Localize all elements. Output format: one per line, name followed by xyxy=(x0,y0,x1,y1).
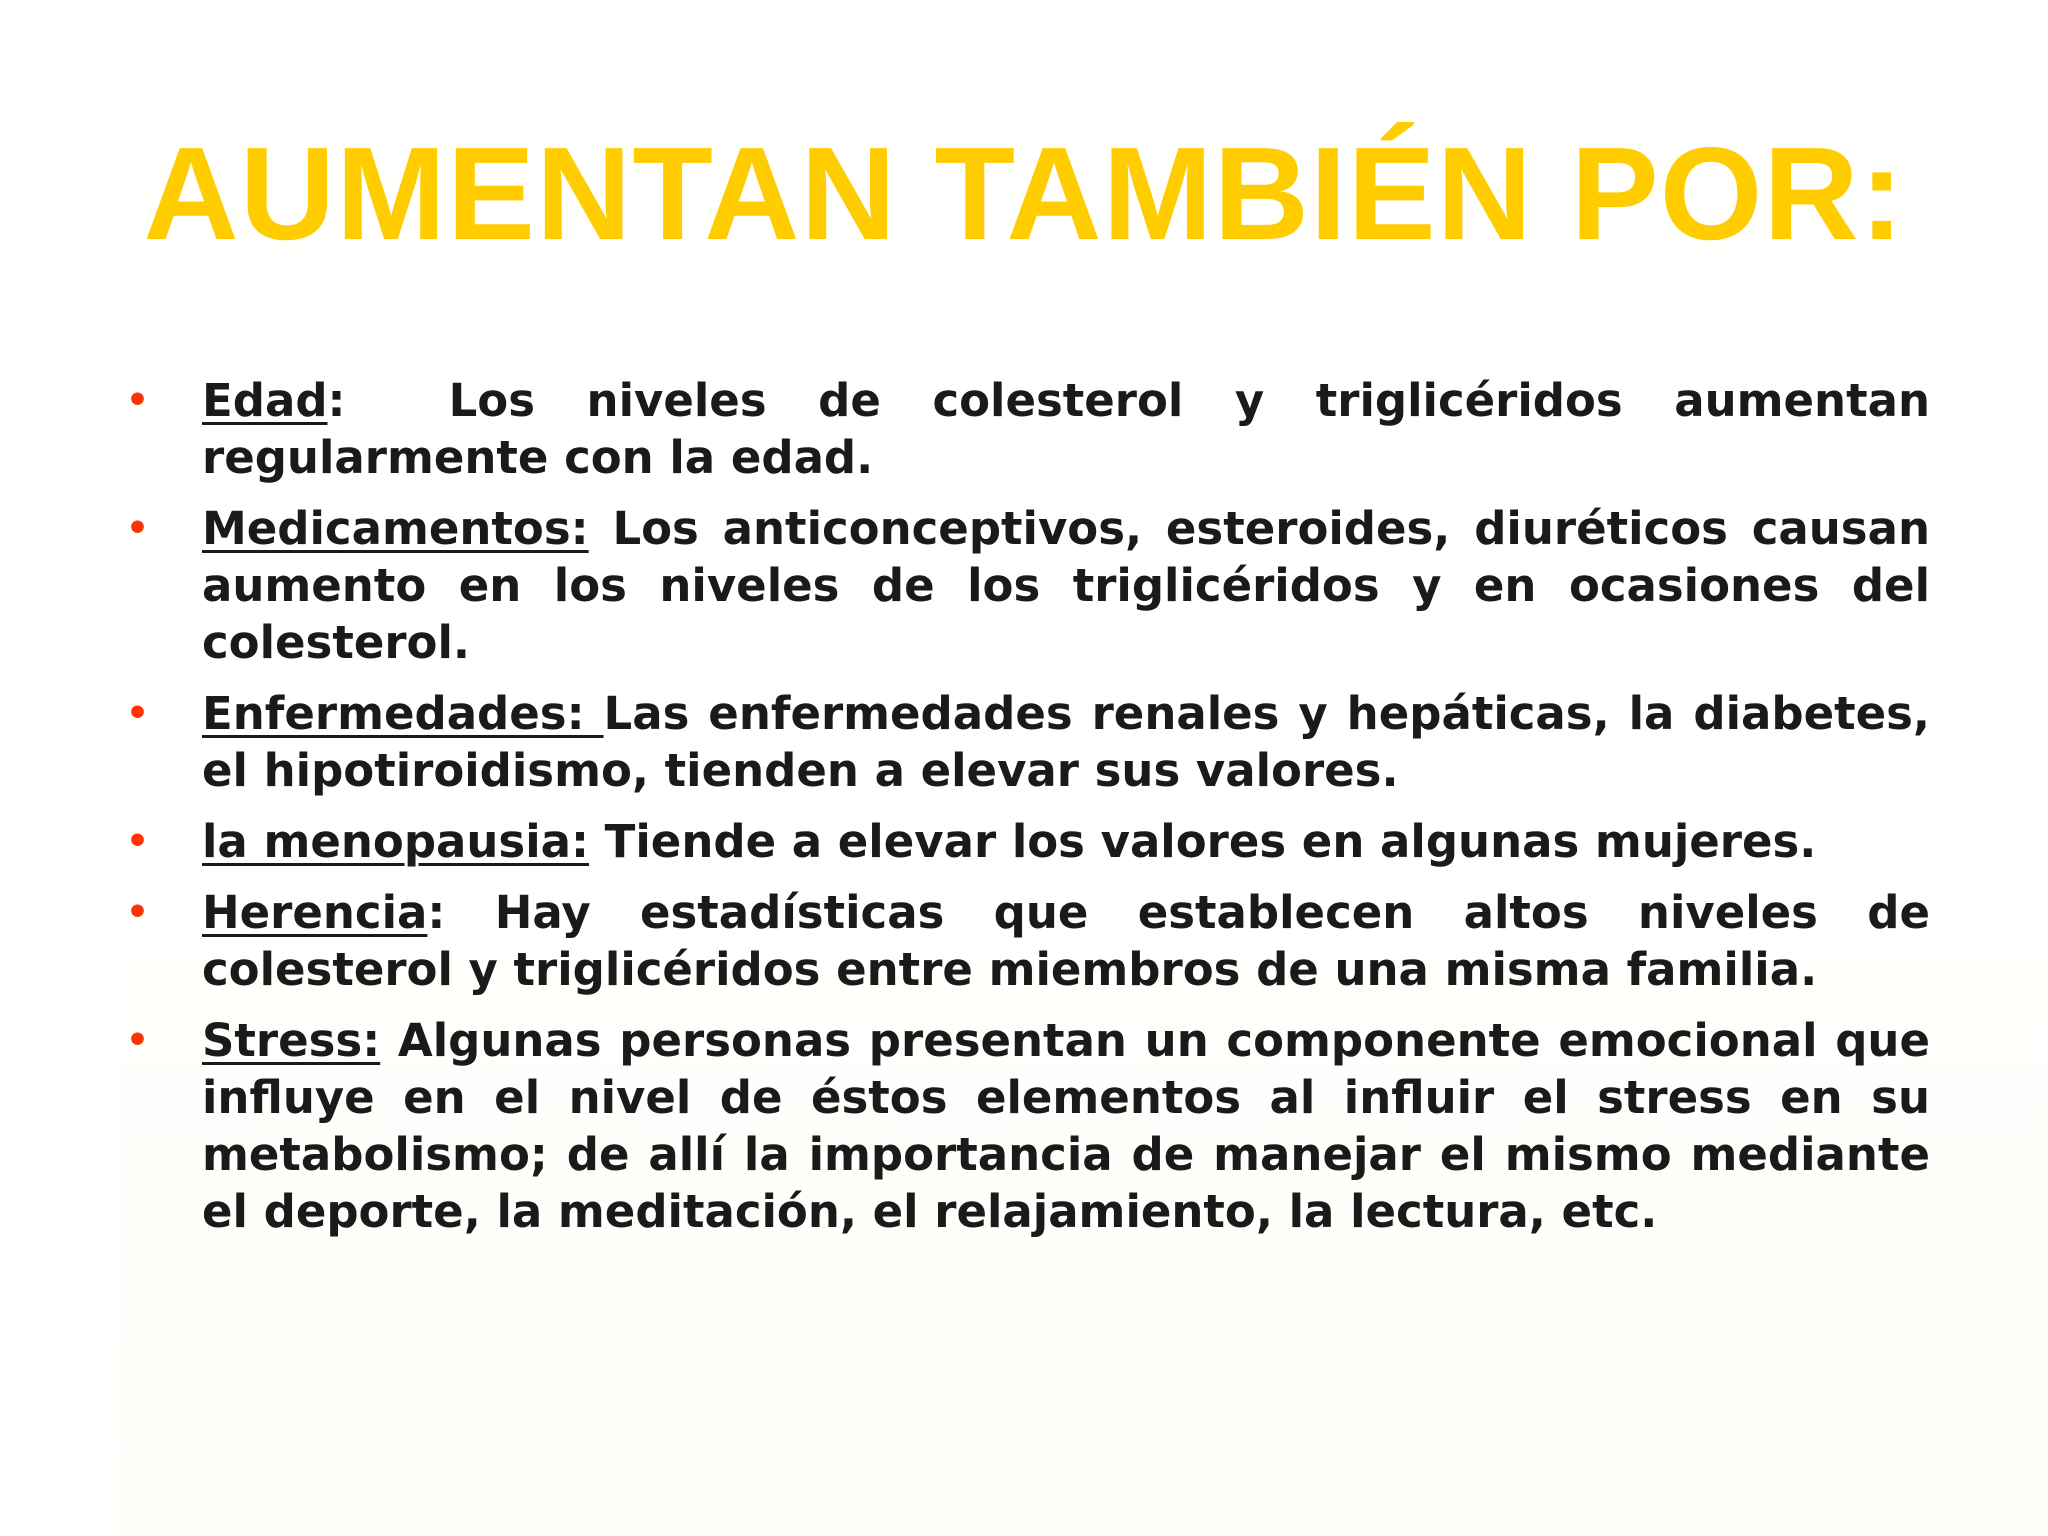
bullet-marker-icon: • xyxy=(126,821,150,862)
bullet-text: Los anticonceptivos, esteroides, diuréticos causan aumento en los niveles de los triglicéridos y en ocasiones del colesterol. xyxy=(202,502,1930,669)
bullet-enfermedades xyxy=(118,685,1930,799)
bullet-stress xyxy=(118,1012,1930,1240)
slide-title: AUMENTAN TAMBIÉN POR: xyxy=(143,120,1905,267)
bullet-edad xyxy=(118,372,1946,486)
bullet-text: Algunas personas presentan un componente emocional que influye en el nivel de éstos elementos al influir el stress en su metabolismo; de allí la importancia de manejar el mismo mediante el deporte, la meditación, el relajamiento, la lectura, etc. xyxy=(202,1014,1930,1238)
bullet-marker-icon: • xyxy=(126,380,150,421)
bullet-marker-icon: • xyxy=(126,892,150,933)
bullet-menopausia xyxy=(118,813,1930,870)
bullet-marker-icon: • xyxy=(126,693,150,734)
bullet-term: Edad xyxy=(202,374,328,427)
bullet-term: Medicamentos: xyxy=(202,502,589,555)
bullet-marker-icon: • xyxy=(126,1020,150,1061)
bullet-term: Herencia xyxy=(202,886,428,939)
bullet-herencia xyxy=(118,884,1930,998)
bullet-list xyxy=(118,372,1946,1254)
bullet-separator: : xyxy=(327,374,346,427)
bullet-text: Hay estadísticas que establecen altos niveles de colesterol y triglicéridos entre miembros de una misma familia. xyxy=(202,886,1930,996)
bullet-text: Tiende a elevar los valores en algunas mujeres. xyxy=(589,815,1817,868)
bullet-term: la menopausia: xyxy=(202,815,590,868)
bullet-marker-icon: • xyxy=(126,508,150,549)
bullet-text: Los niveles de colesterol y triglicéridos aumentan regularmente con la edad. xyxy=(202,374,1946,484)
bullet-term: Enfermedades: xyxy=(202,687,604,740)
bullet-separator: : xyxy=(427,886,446,939)
bullet-text: Las enfermedades renales y hepáticas, la diabetes, el hipotiroidismo, tienden a elevar sus valores. xyxy=(202,687,1931,797)
bullet-term: Stress: xyxy=(202,1014,381,1067)
bullet-medicamentos xyxy=(118,500,1930,671)
